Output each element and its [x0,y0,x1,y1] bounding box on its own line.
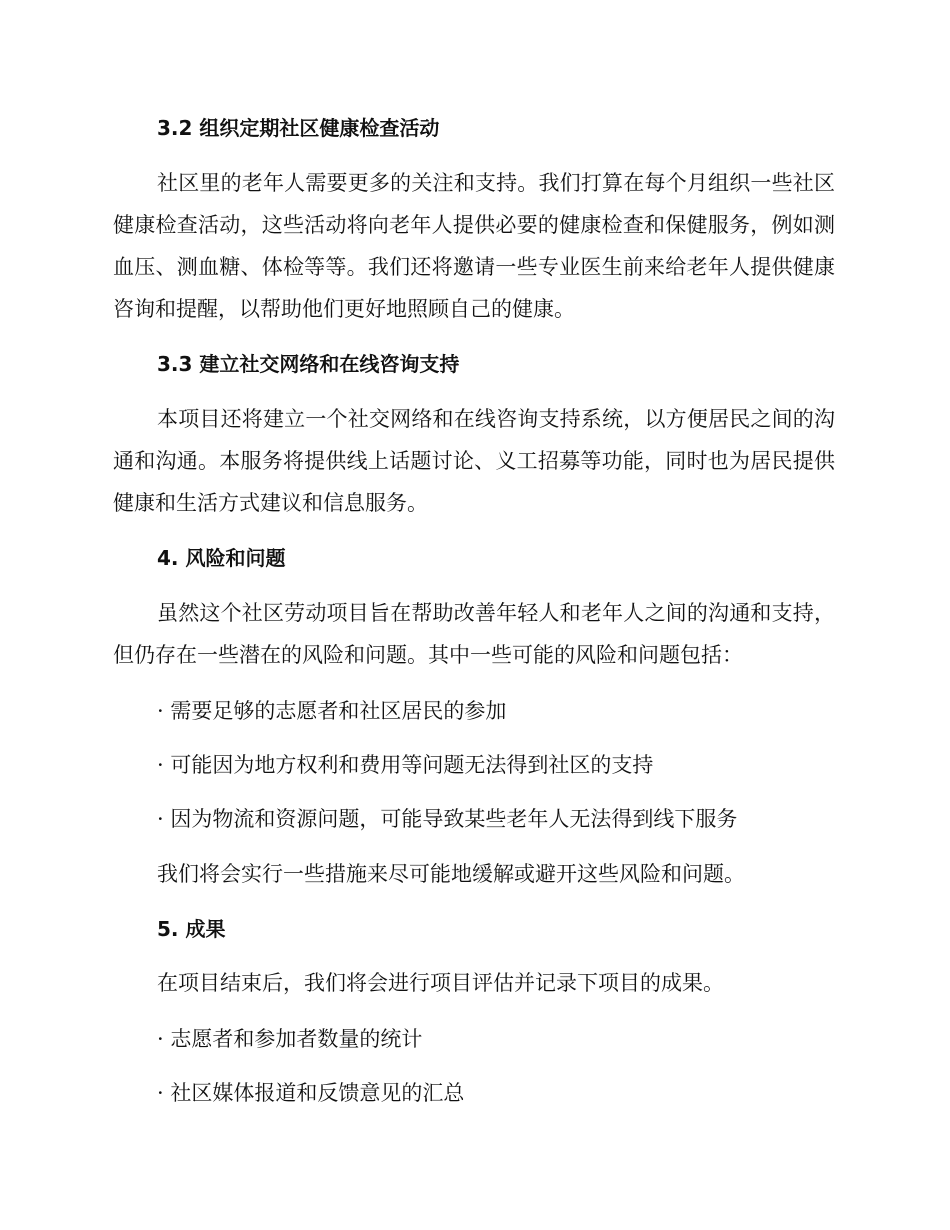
section-3-3-heading: 3.3 建立社交网络和在线咨询支持 [157,352,460,376]
risk-bullet-1: · 需要足够的志愿者和社区居民的参加 [157,699,507,723]
section-4-heading: 4. 风险和问题 [157,546,286,570]
section-3-2-heading: 3.2 组织定期社区健康检查活动 [157,116,440,140]
risk-bullet-3: · 因为物流和资源问题，可能导致某些老年人无法得到线下服务 [157,807,738,831]
section-4-paragraph: 虽然这个社区劳动项目旨在帮助改善年轻人和老年人之间的沟通和支持，但仍存在一些潜在的风险和问题。其中一些可能的风险和问题包括： [113,601,835,667]
result-bullet-2: · 社区媒体报道和反馈意见的汇总 [157,1081,465,1105]
risk-bullet-2: · 可能因为地方权利和费用等问题无法得到社区的支持 [157,753,654,777]
section-3-2-paragraph: 社区里的老年人需要更多的关注和支持。我们打算在每个月组织一些社区健康检查活动，这些活动将向老年人提供必要的健康检查和保健服务，例如测血压、测血糖、体检等等。我们还将邀请一些专业医生前来给老年人提供健康咨询和提醒，以帮助他们更好地照顾自己的健康。 [113,171,835,321]
section-3-3-paragraph: 本项目还将建立一个社交网络和在线咨询支持系统，以方便居民之间的沟通和沟通。本服务将提供线上话题讨论、义工招募等功能，同时也为居民提供健康和生活方式建议和信息服务。 [113,407,835,515]
section-4-closing: 我们将会实行一些措施来尽可能地缓解或避开这些风险和问题。 [157,862,745,886]
result-bullet-1: · 志愿者和参加者数量的统计 [157,1027,423,1051]
section-5-heading: 5. 成果 [157,917,226,941]
section-5-paragraph: 在项目结束后，我们将会进行项目评估并记录下项目的成果。 [157,971,724,995]
